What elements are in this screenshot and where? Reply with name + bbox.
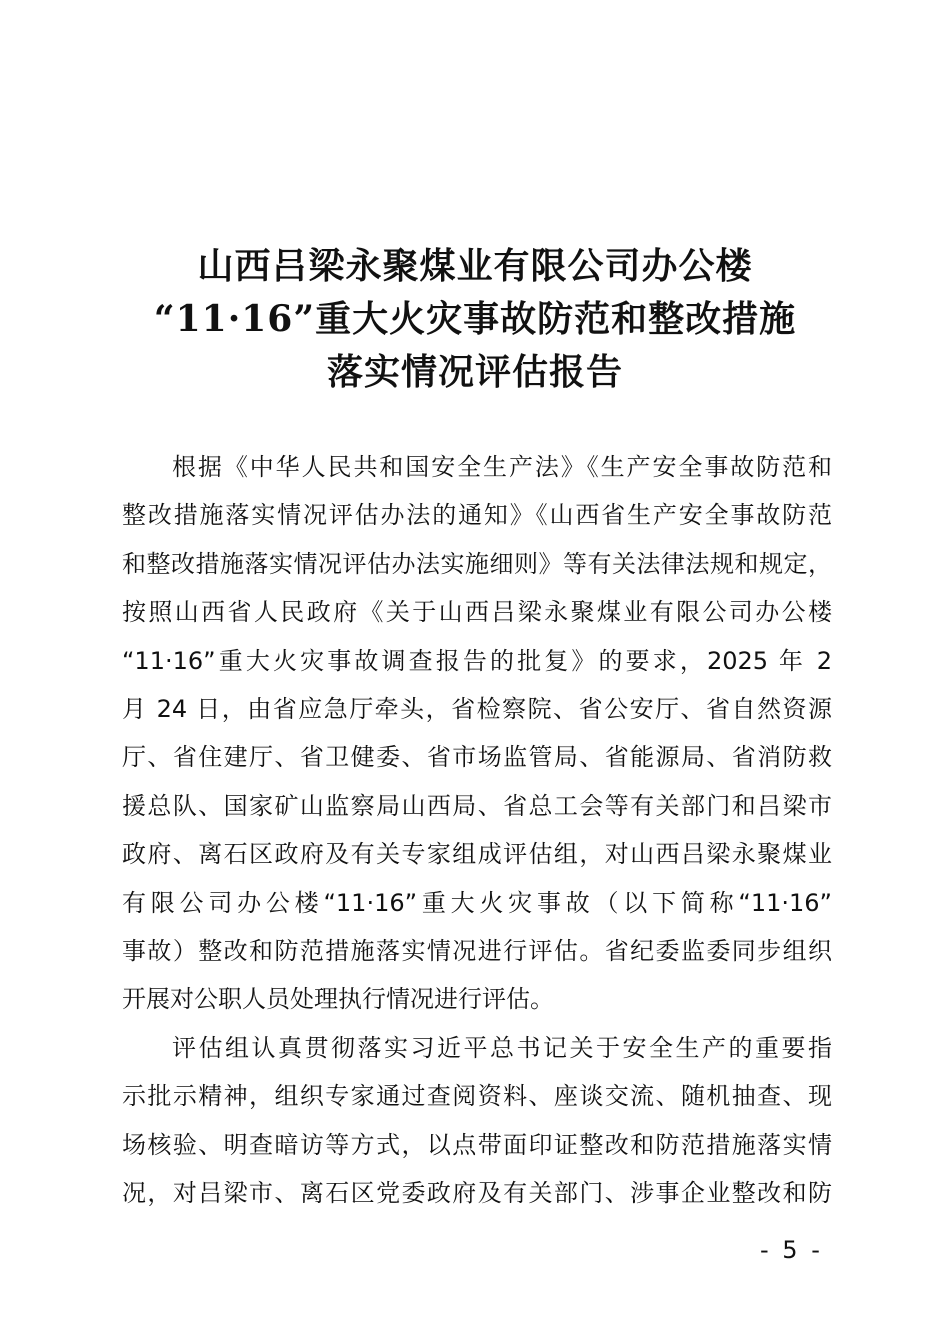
paragraph-line: 况，对吕梁市、离石区党委政府及有关部门、涉事企业整改和防 [122,1179,832,1208]
paragraph-line: 开展对公职人员处理执行情况进行评估。 [122,985,554,1014]
paragraph-line: 事故）整改和防范措施落实情况进行评估。省纪委监委同步组织 [122,937,832,966]
paragraph-line: 整改措施落实情况评估办法的通知》《山西省生产安全事故防范 [122,501,832,530]
document-title [0,240,950,399]
paragraph-line: 按照山西省人民政府《关于山西吕梁永聚煤业有限公司办公楼 [122,598,832,627]
paragraph-line: 根据《中华人民共和国安全生产法》《生产安全事故防范和 [172,453,832,481]
paragraph-line: 援总队、国家矿山监察局山西局、省总工会等有关部门和吕梁市 [122,791,832,820]
title-line-1: 山西吕梁永聚煤业有限公司办公楼 [197,245,753,287]
title-line-3: 落实情况评估报告 [326,351,623,393]
paragraph-line: 月 24 日，由省应急厅牵头，省检察院、省公安厅、省自然资源 [122,695,832,724]
paragraph-1 [122,443,832,1024]
document-body [122,443,832,1218]
paragraph-line: 示批示精神，组织专家通过查阅资料、座谈交流、随机抽查、现 [122,1082,832,1111]
page-number: - 5 - [760,1236,823,1264]
paragraph-line: 有限公司办公楼“11·16”重大火灾事故（以下简称“11·16” [122,888,832,917]
paragraph-line: 和整改措施落实情况评估办法实施细则》等有关法律法规和规定， [122,549,832,578]
title-line-2: “11·16”重大火灾事故防范和整改措施 [153,298,797,340]
paragraph-line: 政府、离石区政府及有关专家组成评估组，对山西吕梁永聚煤业 [122,840,832,869]
paragraph-2 [122,1024,832,1218]
paragraph-line: 评估组认真贯彻落实习近平总书记关于安全生产的重要指 [172,1033,832,1062]
paragraph-line: “11·16”重大火灾事故调查报告的批复》的要求，2025 年 2 [122,646,832,675]
paragraph-line: 场核验、明查暗访等方式，以点带面印证整改和防范措施落实情 [122,1130,832,1159]
paragraph-line: 厅、省住建厅、省卫健委、省市场监管局、省能源局、省消防救 [122,743,832,772]
